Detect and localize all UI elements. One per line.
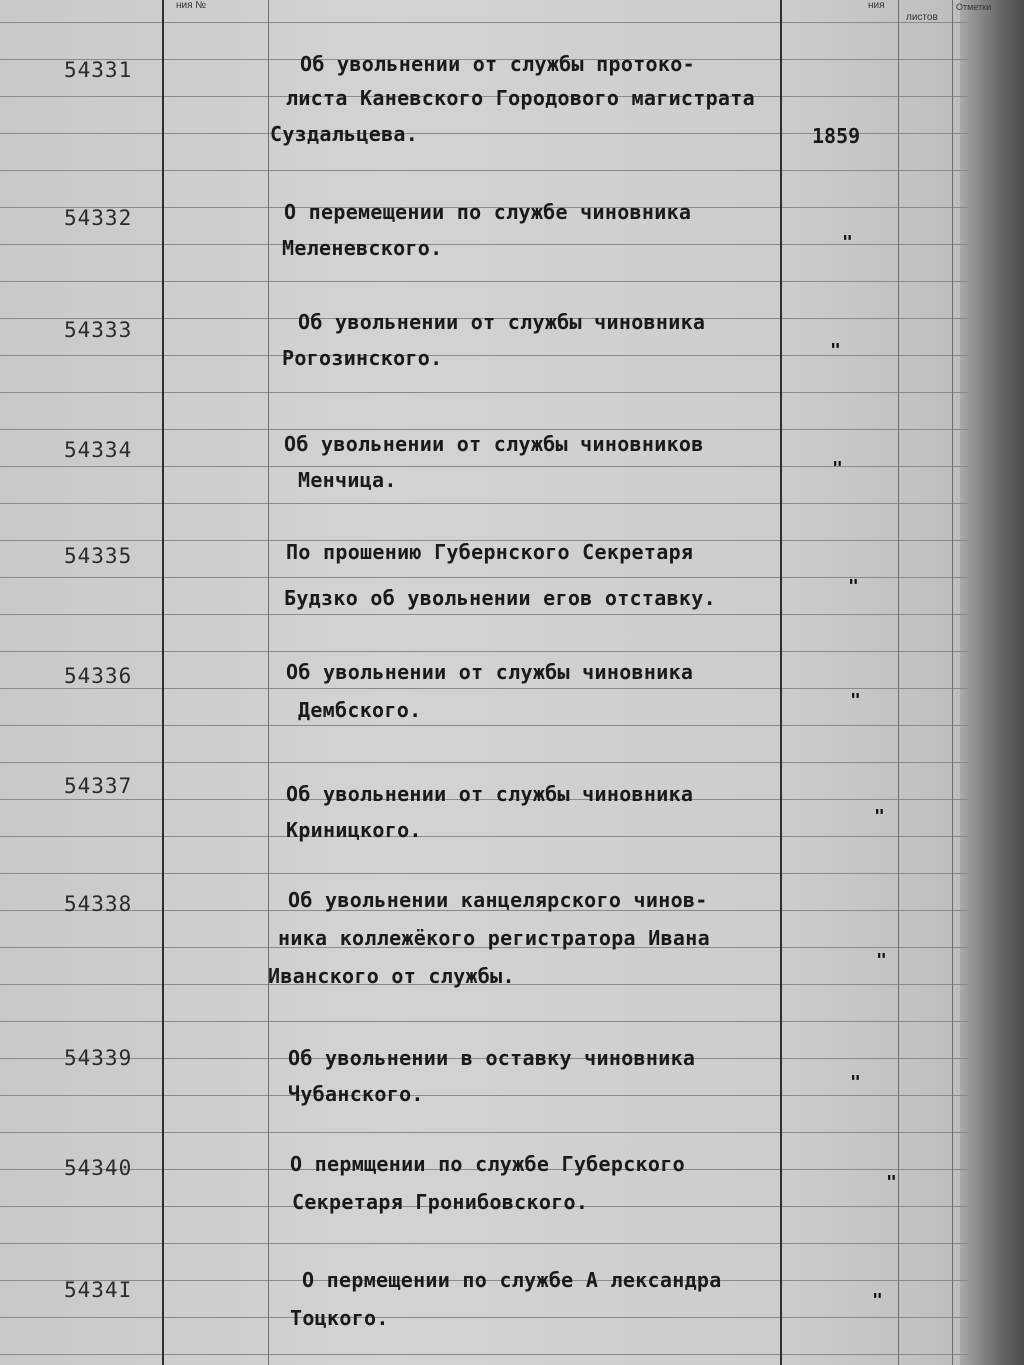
entry-number: 54336	[64, 664, 133, 688]
entry-date-ditto: "	[830, 340, 841, 361]
column-divider-number	[162, 0, 164, 1365]
ruled-line	[0, 873, 968, 874]
ruled-line	[0, 1132, 968, 1133]
ruled-line	[0, 688, 968, 689]
column-divider-title-left	[268, 0, 269, 1365]
ruled-line	[0, 1095, 968, 1096]
entry-text-line: Секретаря Гронибовского.	[292, 1190, 589, 1214]
entry-text-line: Будзко об увольнении егов отставку.	[284, 586, 716, 610]
entry-text-line: Чубанского.	[288, 1082, 424, 1106]
ruled-line	[0, 244, 968, 245]
entry-text-line: Об увольнении от службы чиновников	[284, 432, 704, 456]
entry-text-line: Криницкого.	[286, 818, 422, 842]
entry-text-line: Иванского от службы.	[268, 964, 515, 988]
entry-text-line: Суздальцева.	[270, 122, 419, 146]
ruled-line	[0, 577, 968, 578]
entry-number: 54337	[64, 774, 133, 798]
entry-text-line: ника коллежёкого регистратора Ивана	[278, 926, 710, 950]
entry-date-ditto: "	[850, 1072, 861, 1093]
ruled-line	[0, 392, 968, 393]
ruled-line	[0, 281, 968, 282]
entry-number: 54335	[64, 544, 133, 568]
entry-text-line: О перемещении по службе чиновника	[284, 200, 692, 224]
entry-date-ditto: "	[872, 1290, 883, 1311]
entry-text-line: Дембского.	[298, 698, 422, 722]
entry-number: 54338	[64, 892, 133, 916]
entry-text-line: Рогозинского.	[282, 346, 443, 370]
entry-number: 54340	[64, 1156, 133, 1180]
ruled-line	[0, 22, 968, 23]
ruled-line	[0, 651, 968, 652]
entry-number: 54334	[64, 438, 133, 462]
entry-date-ditto: "	[848, 576, 859, 597]
ruled-line	[0, 762, 968, 763]
ruled-line	[0, 836, 968, 837]
entry-text-line: О пермещении по службе А лександра	[302, 1268, 722, 1292]
entry-date-ditto: "	[850, 690, 861, 711]
entry-text-line: Менчица.	[298, 468, 397, 492]
entry-number: 54333	[64, 318, 133, 342]
entry-number: 54339	[64, 1046, 133, 1070]
header-number-fragment: ния №	[176, 0, 207, 11]
entry-text-line: Об увольнении канцелярского чинов-	[288, 888, 708, 912]
entry-text-line: Об увольнении от службы чиновника	[298, 310, 706, 334]
entry-text-line: Об увольнении от службы чиновника	[286, 660, 694, 684]
header-title-fragment: ния	[868, 0, 885, 11]
entry-text-line: листа Каневского Городового магистрата	[286, 86, 755, 110]
entry-number: 54332	[64, 206, 133, 230]
ruled-line	[0, 466, 968, 467]
ruled-line	[0, 614, 968, 615]
ruled-line	[0, 725, 968, 726]
page-edge-shadow	[960, 0, 1024, 1365]
entry-date-ditto: "	[886, 1172, 897, 1193]
column-divider-sheets	[898, 0, 899, 1365]
entry-date-ditto: "	[832, 458, 843, 479]
entry-text-line: Об увольнении от службы протоко-	[300, 52, 695, 76]
ruled-line	[0, 503, 968, 504]
ruled-line	[0, 1354, 968, 1355]
header-notes: Отметки	[956, 2, 992, 12]
ruled-line	[0, 355, 968, 356]
entry-number: 5434I	[64, 1278, 133, 1302]
entry-text-line: Об увольнении в оставку чиновника	[288, 1046, 696, 1070]
ruled-line	[0, 1317, 968, 1318]
entry-date-ditto: "	[874, 806, 885, 827]
entry-text-line: Тоцкого.	[290, 1306, 389, 1330]
entry-date: 1859	[812, 124, 861, 148]
entry-date-ditto: "	[842, 232, 853, 253]
column-divider-notes	[952, 0, 953, 1365]
header-sheets: листов	[906, 12, 938, 23]
entry-date-ditto: "	[876, 950, 887, 971]
ruled-line	[0, 429, 968, 430]
ruled-line	[0, 1243, 968, 1244]
ruled-line	[0, 170, 968, 171]
entry-text-line: О пермщении по службе Губерского	[290, 1152, 685, 1176]
entry-text-line: По прошению Губернского Секретаря	[286, 540, 694, 564]
entry-number: 54331	[64, 58, 133, 82]
ruled-line	[0, 1021, 968, 1022]
column-divider-date	[780, 0, 782, 1365]
entry-text-line: Об увольнении от службы чиновника	[286, 782, 694, 806]
entry-text-line: Мелeневского.	[282, 236, 443, 260]
